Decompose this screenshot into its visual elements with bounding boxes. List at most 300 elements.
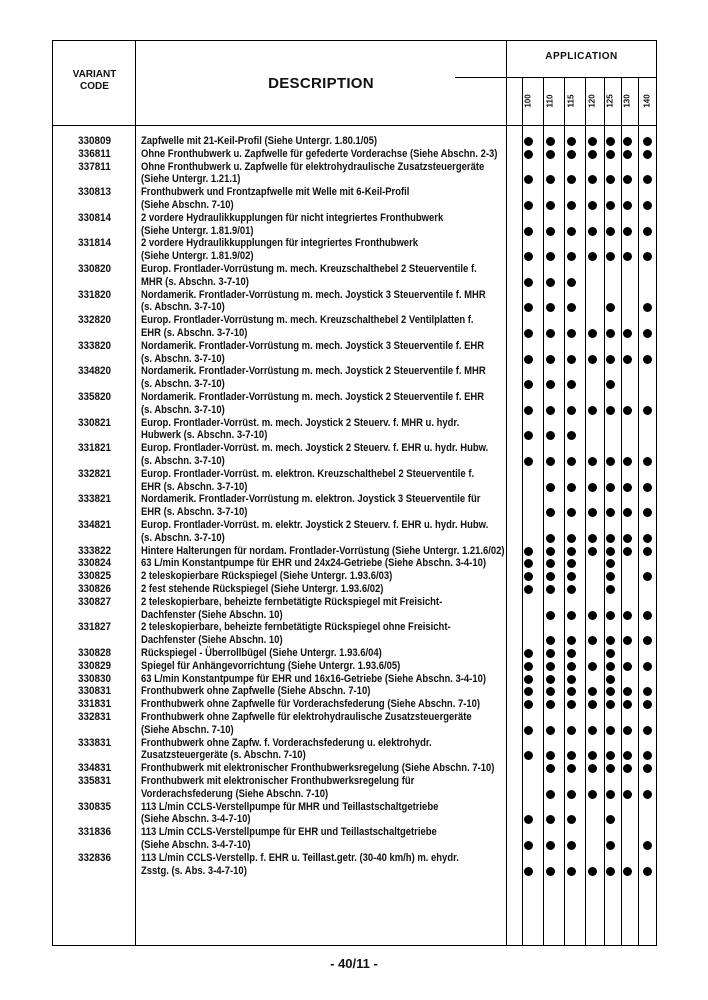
application-dot <box>588 483 597 492</box>
application-dot <box>524 380 533 389</box>
description-header: DESCRIPTION <box>268 75 374 92</box>
application-dot <box>524 201 533 210</box>
description-line: 2 teleskopierbare Rückspiegel (Siehe Untergr. 1.93.6/03) <box>141 570 393 583</box>
application-dot <box>643 636 652 645</box>
application-dot <box>643 329 652 338</box>
application-dot <box>546 662 555 671</box>
application-header: APPLICATION <box>545 51 618 62</box>
application-dot <box>524 431 533 440</box>
application-dot <box>546 700 555 709</box>
application-dot <box>546 726 555 735</box>
table-row <box>53 673 656 686</box>
application-dot <box>567 431 576 440</box>
application-dot <box>606 175 615 184</box>
application-dot <box>588 726 597 735</box>
application-dot <box>623 508 632 517</box>
application-dot <box>524 355 533 364</box>
application-dot <box>524 815 533 824</box>
description-line: 113 L/min CCLS-Verstellp. f. EHR u. Teillast.getr. (30-40 km/h) m. ehydr. <box>141 851 459 864</box>
application-dot <box>546 611 555 620</box>
variant-code: 333831 <box>77 736 112 749</box>
description-line: EHR (s. Abschn. 3-7-10) <box>141 506 248 519</box>
table-row <box>53 161 656 187</box>
application-dot <box>643 150 652 159</box>
application-dot <box>623 534 632 543</box>
application-dot <box>643 406 652 415</box>
description-line: Nordamerik. Frontlader-Vorrüstung m. mech. Joystick 2 Steuerventile f. EHR <box>141 391 485 403</box>
description-line: (Siehe Abschn. 7-10) <box>141 723 234 736</box>
description-line: Europ. Frontlader-Vorrüst. m. elektron. Kreuzschalthebel 2 Steuerventile f. <box>141 467 475 480</box>
application-dot <box>524 726 533 735</box>
application-dot <box>546 508 555 517</box>
table-row <box>53 685 656 698</box>
description-line: Fronthubwerk ohne Zapfwelle für elektrohydraulische Zusatzsteuergeräte <box>141 711 472 723</box>
description-line: Nordamerik. Frontlader-Vorrüstung m. mech. Joystick 3 Steuerventile f. MHR <box>141 288 486 301</box>
table-row <box>53 775 656 801</box>
application-dot <box>567 137 576 146</box>
application-dot <box>567 700 576 709</box>
application-dot <box>606 636 615 645</box>
application-dot <box>623 764 632 773</box>
variant-code: 333820 <box>77 339 112 352</box>
application-dot <box>643 790 652 799</box>
variant-code: 332821 <box>77 467 112 480</box>
application-dot <box>643 355 652 364</box>
table-row <box>53 493 656 519</box>
application-dot <box>567 764 576 773</box>
application-dot <box>546 329 555 338</box>
application-dot <box>588 764 597 773</box>
description-line: (s. Abschn. 3-7-10) <box>141 378 225 391</box>
application-dot <box>588 150 597 159</box>
application-dot <box>567 636 576 645</box>
application-dot <box>643 662 652 671</box>
application-dot <box>606 815 615 824</box>
table-row <box>53 762 656 775</box>
description-line: 2 teleskopierbare, beheizte fernbetätigte Rückspiegel ohne Freisicht- <box>141 621 451 634</box>
application-dot <box>606 675 615 684</box>
application-dot <box>567 380 576 389</box>
application-dot <box>524 303 533 312</box>
application-dot <box>606 137 615 146</box>
application-dot <box>567 252 576 261</box>
application-dot <box>606 355 615 364</box>
description-line: (Siehe Abschn. 3-4-7-10) <box>141 838 251 851</box>
description-line: Nordamerik. Frontlader-Vorrüstung m. mech. Joystick 3 Steuerventile f. EHR <box>141 339 485 352</box>
application-dot <box>623 751 632 760</box>
variant-code: 330827 <box>77 595 112 608</box>
application-dot <box>643 700 652 709</box>
table-row <box>53 852 656 878</box>
application-dot <box>567 406 576 415</box>
description-line: (s. Abschn. 3-7-10) <box>141 403 225 416</box>
application-dot <box>546 815 555 824</box>
application-dot <box>567 611 576 620</box>
table-row <box>53 442 656 468</box>
application-dot <box>567 790 576 799</box>
application-dot <box>546 175 555 184</box>
application-dot <box>623 252 632 261</box>
application-dot <box>524 751 533 760</box>
application-dot <box>546 355 555 364</box>
application-dot <box>606 585 615 594</box>
variant-code: 331836 <box>77 826 112 839</box>
application-dot <box>623 227 632 236</box>
application-dot <box>546 572 555 581</box>
description-line: Europ. Frontlader-Vorrüst. m. mech. Joystick 2 Steuerv. f. MHR u. hydr. <box>141 416 460 429</box>
table-row <box>53 135 656 148</box>
application-dot <box>588 687 597 696</box>
application-dot <box>606 547 615 556</box>
variant-code: 330824 <box>77 557 112 570</box>
application-dot <box>567 649 576 658</box>
variant-code: 335831 <box>77 775 112 787</box>
application-dot <box>524 406 533 415</box>
description-line: Fronthubwerk ohne Zapfw. f. Vorderachsfederung u. elektrohydr. <box>141 736 432 749</box>
application-dot <box>546 559 555 568</box>
application-dot <box>606 611 615 620</box>
application-dot <box>588 611 597 620</box>
application-dot <box>546 636 555 645</box>
application-dot <box>567 150 576 159</box>
application-dot <box>606 329 615 338</box>
application-dot <box>606 508 615 517</box>
application-dot <box>623 483 632 492</box>
description-line: 113 L/min CCLS-Verstellpumpe für MHR und Teillastschaltgetriebe <box>141 800 439 813</box>
application-dot <box>643 611 652 620</box>
table-row <box>53 647 656 660</box>
application-dot <box>606 150 615 159</box>
application-dot <box>546 457 555 466</box>
application-dot <box>623 329 632 338</box>
description-line: Vorderachsfederung (Siehe Abschn. 7-10) <box>141 787 329 800</box>
column-label: 115 <box>566 94 576 108</box>
variant-code: 332831 <box>77 711 112 723</box>
application-dot <box>623 150 632 159</box>
application-dot <box>643 457 652 466</box>
variant-code: 335820 <box>77 391 112 403</box>
application-dot <box>606 751 615 760</box>
column-header-115 <box>563 89 579 113</box>
table-row <box>53 583 656 596</box>
application-dot <box>588 252 597 261</box>
application-dot <box>588 457 597 466</box>
application-dot <box>567 867 576 876</box>
application-dot <box>643 764 652 773</box>
table-row <box>53 391 656 417</box>
variant-code: 330821 <box>77 416 112 429</box>
variant-code: 333821 <box>77 493 112 506</box>
application-dot <box>588 508 597 517</box>
application-dot <box>588 227 597 236</box>
header-bottom <box>53 125 656 126</box>
application-dot <box>606 867 615 876</box>
application-dot <box>588 751 597 760</box>
description-line: (Siehe Untergr. 1.81.9/02) <box>141 250 254 263</box>
table-row <box>53 545 656 558</box>
description-line: Hubwerk (s. Abschn. 3-7-10) <box>141 429 268 442</box>
application-dot <box>588 790 597 799</box>
application-dot <box>546 585 555 594</box>
application-dot <box>623 636 632 645</box>
application-dot <box>567 278 576 287</box>
variant-code: 332820 <box>77 314 112 327</box>
application-dot <box>623 355 632 364</box>
application-dot <box>546 483 555 492</box>
application-dot <box>567 483 576 492</box>
application-dot <box>643 201 652 210</box>
description-line: (s. Abschn. 3-7-10) <box>141 301 225 314</box>
variant-code-header: VARIANT CODE <box>72 69 117 92</box>
application-dot <box>623 687 632 696</box>
description-line: Hintere Halterungen für nordam. Frontlader-Vorrüstung (Siehe Untergr. 1.21.6/02) <box>141 544 505 557</box>
application-dot <box>524 252 533 261</box>
application-dot <box>524 585 533 594</box>
application-dot <box>524 675 533 684</box>
application-dot <box>606 649 615 658</box>
application-dot <box>606 303 615 312</box>
application-dot <box>567 662 576 671</box>
application-dot <box>606 201 615 210</box>
column-header-100 <box>520 89 536 113</box>
application-dot <box>606 790 615 799</box>
description-line: Europ. Frontlader-Vorrüstung m. mech. Kreuzschalthebel 2 Ventilplatten f. <box>141 314 474 327</box>
application-dot <box>588 137 597 146</box>
application-dot <box>643 547 652 556</box>
application-dot <box>606 457 615 466</box>
application-dot <box>606 406 615 415</box>
application-dot <box>524 175 533 184</box>
description-line: Europ. Frontlader-Vorrüst. m. elektr. Joystick 2 Steuerv. f. EHR u. hydr. Hubw. <box>141 519 489 531</box>
application-dot <box>567 585 576 594</box>
variant-code: 334820 <box>77 365 112 378</box>
table-row <box>53 340 656 366</box>
variant-code: 330826 <box>77 583 112 595</box>
application-dot <box>546 380 555 389</box>
application-dot <box>524 572 533 581</box>
column-label: 140 <box>642 94 652 108</box>
application-dot <box>546 227 555 236</box>
application-dot <box>606 687 615 696</box>
application-dot <box>567 687 576 696</box>
application-dot <box>606 764 615 773</box>
application-dot <box>643 303 652 312</box>
description-line: (s. Abschn. 3-7-10) <box>141 352 225 365</box>
column-label: 125 <box>605 94 615 108</box>
application-dot <box>606 483 615 492</box>
application-dot <box>567 201 576 210</box>
parts-table <box>52 40 657 946</box>
application-dot <box>567 508 576 517</box>
application-dot <box>546 150 555 159</box>
application-dot <box>524 457 533 466</box>
application-dot <box>643 175 652 184</box>
description-line: 113 L/min CCLS-Verstellpumpe für EHR und Teillastschaltgetriebe <box>141 826 437 839</box>
application-dot <box>524 547 533 556</box>
application-dot <box>606 700 615 709</box>
description-line: Rückspiegel - Überrollbügel (Siehe Untergr. 1.93.6/04) <box>141 647 382 659</box>
table-row <box>53 711 656 737</box>
application-dot <box>623 700 632 709</box>
application-dot <box>606 534 615 543</box>
column-header-130 <box>619 89 635 113</box>
variant-code: 331821 <box>77 442 112 455</box>
description-line: Nordamerik. Frontlader-Vorrüstung m. elektron. Joystick 3 Steuerventile für <box>141 493 481 506</box>
application-dot <box>524 137 533 146</box>
table-row <box>53 468 656 494</box>
description-line: 63 L/min Konstantpumpe für EHR und 24x24-Getriebe (Siehe Abschn. 3-4-10) <box>141 557 487 570</box>
application-dot <box>567 675 576 684</box>
variant-code: 331827 <box>77 621 112 634</box>
application-dot <box>643 841 652 850</box>
application-dot <box>606 572 615 581</box>
description-line: Nordamerik. Frontlader-Vorrüstung m. mech. Joystick 2 Steuerventile f. MHR <box>141 365 486 378</box>
application-dot <box>643 534 652 543</box>
description-line: MHR (s. Abschn. 3-7-10) <box>141 275 249 288</box>
variant-code: 331814 <box>77 237 112 250</box>
column-header-120 <box>584 89 600 113</box>
variant-code: 336811 <box>78 147 111 160</box>
variant-code: 334831 <box>77 762 112 775</box>
variant-code: 330809 <box>77 135 112 147</box>
table-row <box>53 314 656 340</box>
column-header-110 <box>542 89 558 113</box>
application-dot <box>643 726 652 735</box>
application-dot <box>567 534 576 543</box>
application-dot <box>524 278 533 287</box>
variant-code: 330828 <box>77 647 112 659</box>
description-line: 2 vordere Hydraulikkupplungen für integriertes Fronthubwerk <box>141 237 419 250</box>
description-line: Europ. Frontlader-Vorrüst. m. mech. Joystick 2 Steuerv. f. EHR u. hydr. Hubw. <box>141 442 489 455</box>
application-dot <box>546 841 555 850</box>
table-row <box>53 826 656 852</box>
description-line: Fronthubwerk und Frontzapfwelle mit Welle mit 6-Keil-Profil <box>141 186 410 199</box>
application-dot <box>643 687 652 696</box>
description-line: Dachfenster (Siehe Abschn. 10) <box>141 608 283 621</box>
table-row <box>53 365 656 391</box>
application-dot <box>623 611 632 620</box>
table-row <box>53 737 656 763</box>
description-line: (Siehe Abschn. 3-4-7-10) <box>141 813 251 826</box>
variant-code: 333822 <box>77 544 112 557</box>
description-line: Zusatzsteuergeräte (s. Abschn. 7-10) <box>141 749 306 762</box>
application-dot <box>606 559 615 568</box>
application-dot <box>588 662 597 671</box>
table-row <box>53 417 656 443</box>
variant-code: 332836 <box>77 851 112 864</box>
application-dot <box>524 150 533 159</box>
application-dot <box>524 329 533 338</box>
application-dot <box>643 137 652 146</box>
table-row <box>53 660 656 673</box>
application-dot <box>524 687 533 696</box>
variant-code: 330813 <box>77 186 112 199</box>
variant-code: 337811 <box>78 160 111 173</box>
table-row <box>53 570 656 583</box>
application-dot <box>567 751 576 760</box>
application-dot <box>588 534 597 543</box>
application-dot <box>567 457 576 466</box>
table-row <box>53 289 656 315</box>
application-dot <box>567 841 576 850</box>
column-header-125 <box>602 89 618 113</box>
page-number: - 40/11 - <box>330 956 378 971</box>
application-dot <box>546 406 555 415</box>
application-dot <box>546 649 555 658</box>
application-dot <box>606 227 615 236</box>
application-dot <box>524 841 533 850</box>
application-dot <box>588 700 597 709</box>
application-dot <box>546 751 555 760</box>
application-dot <box>643 572 652 581</box>
application-dot <box>623 457 632 466</box>
description-line: Fronthubwerk ohne Zapfwelle für Vorderachsfederung (Siehe Abschn. 7-10) <box>141 698 481 711</box>
application-dot <box>643 508 652 517</box>
description-line: (s. Abschn. 3-7-10) <box>141 531 225 544</box>
description-line: (Siehe Untergr. 1.21.1) <box>141 173 241 186</box>
description-line: 2 fest stehende Rückspiegel (Siehe Untergr. 1.93.6/02) <box>141 583 384 595</box>
description-line: Dachfenster (Siehe Abschn. 10) <box>141 634 283 647</box>
application-dot <box>546 867 555 876</box>
column-label: 130 <box>622 94 632 108</box>
application-dot <box>623 547 632 556</box>
application-dot <box>606 380 615 389</box>
application-dot <box>546 534 555 543</box>
variant-code: 330820 <box>77 263 112 275</box>
column-header-140 <box>639 89 655 113</box>
application-dot <box>546 278 555 287</box>
application-dot <box>643 252 652 261</box>
application-dot <box>524 559 533 568</box>
application-dot <box>567 559 576 568</box>
description-line: EHR (s. Abschn. 3-7-10) <box>141 326 248 339</box>
application-dot <box>606 662 615 671</box>
description-line: Fronthubwerk mit elektronischer Fronthubwerksregelung für <box>141 775 415 787</box>
application-dot <box>588 175 597 184</box>
application-dot <box>567 227 576 236</box>
variant-code: 330830 <box>77 672 112 685</box>
description-line: EHR (s. Abschn. 3-7-10) <box>141 480 248 493</box>
table-row <box>53 596 656 622</box>
variant-code: 330835 <box>77 800 112 813</box>
description-line: 2 vordere Hydraulikkupplungen für nicht integriertes Fronthubwerk <box>141 211 444 224</box>
application-dot <box>623 726 632 735</box>
description-line: (Siehe Abschn. 7-10) <box>141 198 234 211</box>
application-dot <box>643 751 652 760</box>
application-dot <box>588 406 597 415</box>
variant-code: 331831 <box>77 698 112 711</box>
table-row <box>53 212 656 238</box>
description-line: 63 L/min Konstantpumpe für EHR und 16x16-Getriebe (Siehe Abschn. 3-4-10) <box>141 672 487 685</box>
application-dot <box>623 201 632 210</box>
application-dot <box>524 662 533 671</box>
application-dot <box>588 636 597 645</box>
table-row <box>53 621 656 647</box>
application-dot <box>606 252 615 261</box>
application-dot <box>567 547 576 556</box>
application-dot <box>623 662 632 671</box>
application-dot <box>606 841 615 850</box>
application-dot <box>623 137 632 146</box>
table-row <box>53 698 656 711</box>
application-dot <box>524 700 533 709</box>
application-dot <box>623 406 632 415</box>
table-row <box>53 519 656 545</box>
description-line: (Siehe Untergr. 1.81.9/01) <box>141 224 254 237</box>
application-dot <box>643 483 652 492</box>
application-dot <box>588 547 597 556</box>
variant-code: 330825 <box>77 570 112 583</box>
